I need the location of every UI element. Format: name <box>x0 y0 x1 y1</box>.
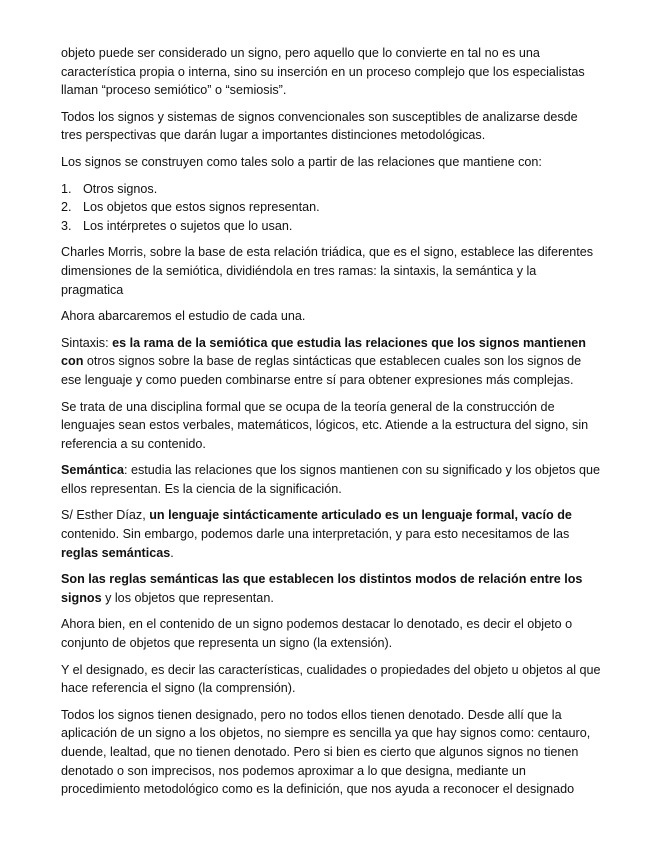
list-item <box>61 198 601 217</box>
citation-author: S/ Esther Díaz, <box>61 508 150 523</box>
list-number: 3. <box>61 218 72 233</box>
paragraph-formal-discipline: Se trata de una disciplina formal que se ocupa de la teoría general de la construcción de lenguajes sean estos verbales, matemáticos, lógicos, etc. Atiende a la estructura del signo, sin referencia a su contenido. <box>61 399 589 451</box>
paragraph-morris: Charles Morris, sobre la base de esta relación triádica, que es el signo, establece las diferentes dimensiones de la semiótica, dividiéndola en tres ramas: la sintaxis, la semántica y la pragmatica <box>61 245 594 297</box>
paragraph-denoted: Ahora bien, en el contenido de un signo podemos destacar lo denotado, es decir el objeto o conjunto de objetos que representa un signo (la extensión). <box>61 617 573 651</box>
syntax-term: Sintaxis: <box>61 335 113 350</box>
paragraph-relations-intro: Los signos se construyen como tales solo a partir de las relaciones que mantiene con: <box>61 154 542 169</box>
interpretation-text: contenido. Sin embargo, podemos darle una interpretación, y para esto necesitamos de las <box>61 527 570 542</box>
paragraph-perspectives: Todos los signos y sistemas de signos convencionales son susceptibles de analizarse desde tres perspectivas que darán lugar a importantes distinciones metodológicas. <box>61 109 578 143</box>
syntax-definition-bold: es la rama de la semiótica que estudia las relaciones que los signos mantienen con <box>61 335 586 369</box>
list-number: 2. <box>61 200 72 215</box>
syntax-definition-rest: otros signos sobre la base de reglas sintácticas que establecen cuales son los signos de ese lenguaje y como pueden combinarse entre sí para obtener expresiones más complejas. <box>61 354 582 387</box>
document-page <box>61 44 601 807</box>
period-text: . <box>170 545 174 560</box>
list-text: Otros signos. <box>83 181 158 196</box>
paragraph-study-each: Ahora abarcaremos el estudio de cada una. <box>61 309 306 324</box>
relations-list <box>61 180 601 236</box>
list-text: Los objetos que estos signos representan. <box>83 200 320 215</box>
paragraph-syntax <box>61 334 601 390</box>
paragraph-esther-diaz <box>61 506 601 562</box>
semantics-definition: : estudia las relaciones que los signos mantienen con su significado y los objetos que ellos representan. Es la ciencia de la significación. <box>61 463 601 496</box>
formal-language-bold: un lenguaje sintácticamente articulado es un lenguaje formal, vacío de <box>149 508 572 523</box>
paragraph-semantic-rules <box>61 570 601 607</box>
list-item <box>61 217 601 236</box>
semantics-term: Semántica <box>61 463 124 478</box>
paragraph-designated: Y el designado, es decir las características, cualidades o propiedades del objeto u objetos al que hace referencia el signo (la comprensión). <box>61 662 601 696</box>
semantic-rules-rest: y los objetos que representan. <box>101 590 274 605</box>
list-text: Los intérpretes o sujetos que lo usan. <box>83 218 293 233</box>
list-number: 1. <box>61 181 72 196</box>
list-item <box>61 180 601 199</box>
paragraph-semantics <box>61 461 601 498</box>
paragraph-semiosis: objeto puede ser considerado un signo, pero aquello que lo convierte en tal no es una característica propia o interna, sino su inserción en un proceso complejo que los especialistas llaman “proceso semiótico” o “semiosis”. <box>61 46 585 98</box>
paragraph-all-signs: Todos los signos tienen designado, pero no todos ellos tienen denotado. Desde allí que la aplicación de un signo a los objetos, no siempre es sencilla ya que hay signos como: centauro, duende, lealtad, que no tienen denotado. Pero si bien es cierto que algunos signos no tienen denotado o son imprecisos, nos podemos aproximar a lo que designa, mediante un procedimiento metodológico como es la definición, que nos ayuda a reconocer el designado <box>61 707 591 797</box>
semantic-rules-bold: reglas semánticas <box>61 545 171 560</box>
semantic-rules-statement: Son las reglas semánticas las que establecen los distintos modos de relación entre los signos <box>61 572 583 605</box>
